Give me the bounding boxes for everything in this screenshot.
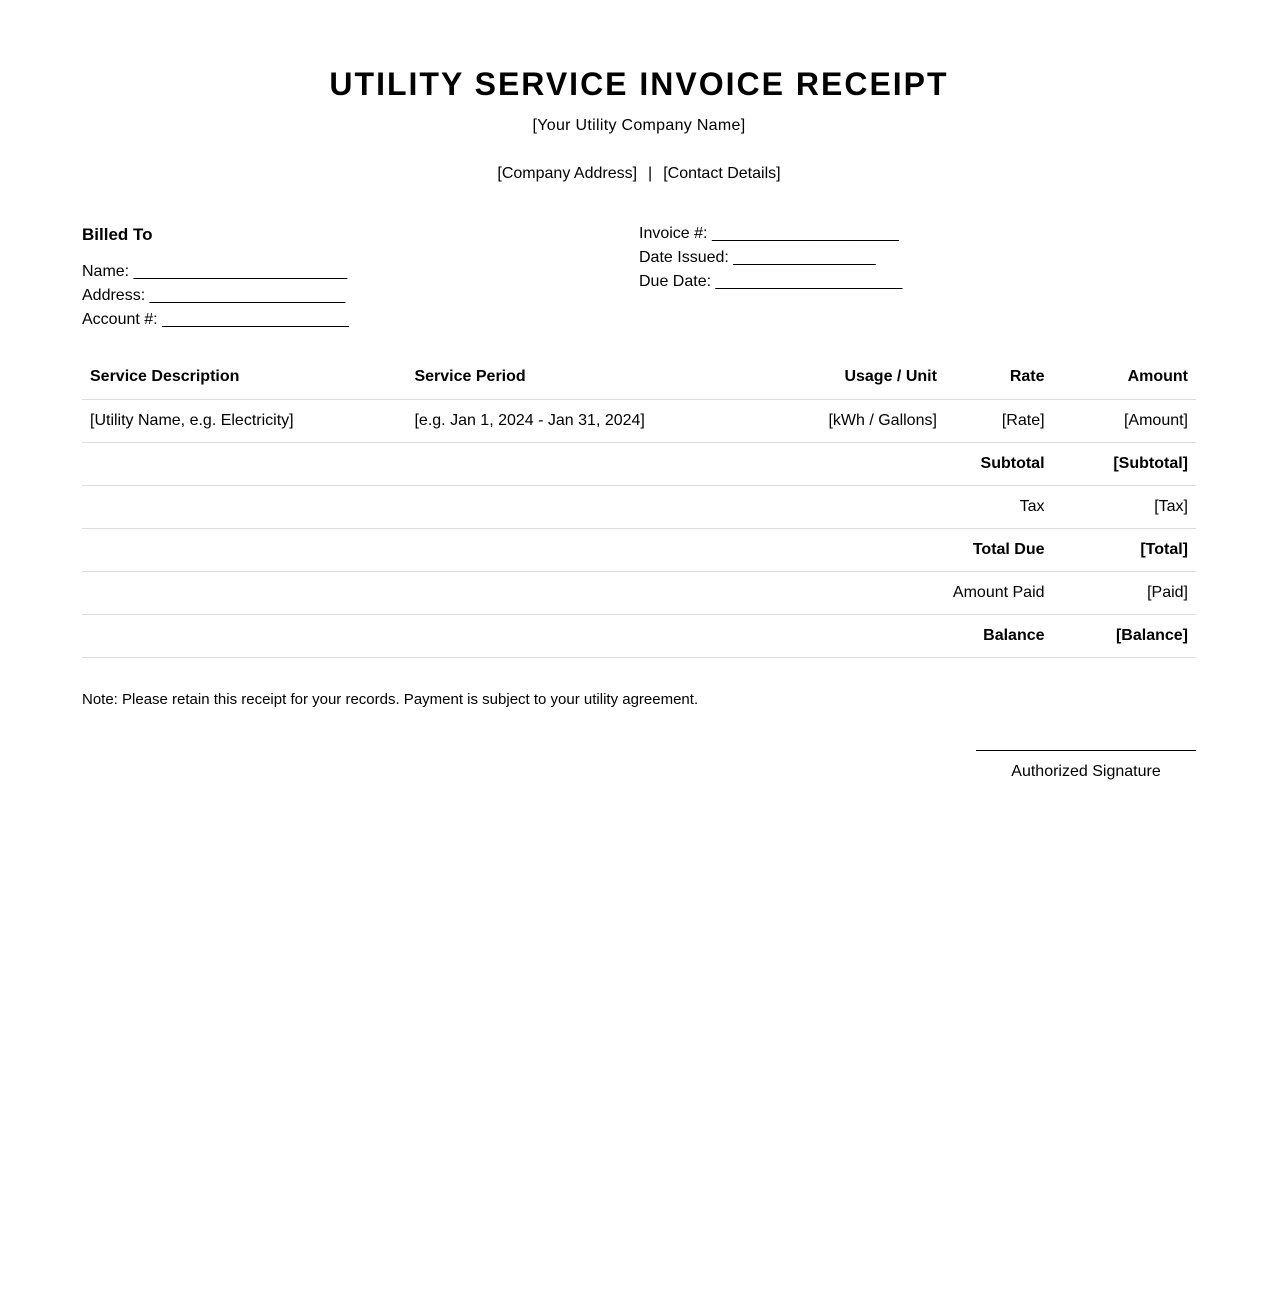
billed-to-heading: Billed To	[82, 225, 153, 244]
company-contact-line	[0, 164, 1278, 184]
name-field	[82, 260, 582, 284]
table-row	[82, 399, 1196, 442]
address-blank: ______________________	[149, 287, 346, 304]
header-service-period: Service Period	[406, 356, 738, 399]
document-title: UTILITY SERVICE INVOICE RECEIPT	[329, 66, 949, 102]
balance-label: Balance	[945, 614, 1053, 657]
subtotal-label: Subtotal	[945, 442, 1053, 485]
date-issued-blank: ________________	[733, 249, 876, 266]
address-field	[82, 284, 582, 308]
cell-service-description: [Utility Name, e.g. Electricity]	[82, 399, 406, 442]
account-label: Account #:	[82, 311, 158, 328]
signature-label: Authorized Signature	[1011, 763, 1161, 780]
invoice-number-field	[639, 222, 1139, 246]
invoice-info-section	[639, 222, 1139, 294]
service-table	[82, 356, 1196, 658]
account-blank: _____________________	[162, 311, 349, 328]
total-due-row	[82, 528, 1196, 571]
invoice-number-blank: _____________________	[711, 225, 899, 242]
date-issued-field	[639, 246, 1139, 270]
due-date-label: Due Date:	[639, 273, 712, 290]
subtotal-row	[82, 442, 1196, 485]
due-date-blank: _____________________	[715, 273, 903, 290]
cell-service-period: [e.g. Jan 1, 2024 - Jan 31, 2024]	[406, 399, 738, 442]
cell-usage-unit: [kWh / Gallons]	[739, 399, 945, 442]
tax-row	[82, 485, 1196, 528]
cell-amount: [Amount]	[1053, 399, 1196, 442]
authorized-signature-line	[976, 750, 1196, 782]
separator: |	[648, 165, 653, 182]
header-amount: Amount	[1053, 356, 1196, 399]
company-address: [Company Address]	[497, 165, 638, 182]
balance-row	[82, 614, 1196, 657]
header-service-description: Service Description	[82, 356, 406, 399]
total-due-label: Total Due	[945, 528, 1053, 571]
invoice-number-label: Invoice #:	[639, 225, 708, 242]
company-name: [Your Utility Company Name]	[532, 117, 746, 134]
subtotal-value: [Subtotal]	[1053, 442, 1196, 485]
date-issued-label: Date Issued:	[639, 249, 729, 266]
tax-value: [Tax]	[1053, 485, 1196, 528]
due-date-field	[639, 270, 1139, 294]
address-label: Address:	[82, 287, 146, 304]
billed-to-section	[82, 224, 582, 332]
header-rate: Rate	[945, 356, 1053, 399]
name-label: Name:	[82, 263, 130, 280]
receipt-note: Note: Please retain this receipt for your records. Payment is subject to your utility agreement.	[82, 691, 699, 708]
name-blank: ________________________	[133, 263, 348, 280]
amount-paid-row	[82, 571, 1196, 614]
amount-paid-label: Amount Paid	[945, 571, 1053, 614]
balance-value: [Balance]	[1053, 614, 1196, 657]
table-header-row	[82, 356, 1196, 399]
cell-rate: [Rate]	[945, 399, 1053, 442]
amount-paid-value: [Paid]	[1053, 571, 1196, 614]
header-usage-unit: Usage / Unit	[739, 356, 945, 399]
account-field	[82, 308, 582, 332]
total-due-value: [Total]	[1053, 528, 1196, 571]
tax-label: Tax	[945, 485, 1053, 528]
contact-details: [Contact Details]	[663, 165, 781, 182]
